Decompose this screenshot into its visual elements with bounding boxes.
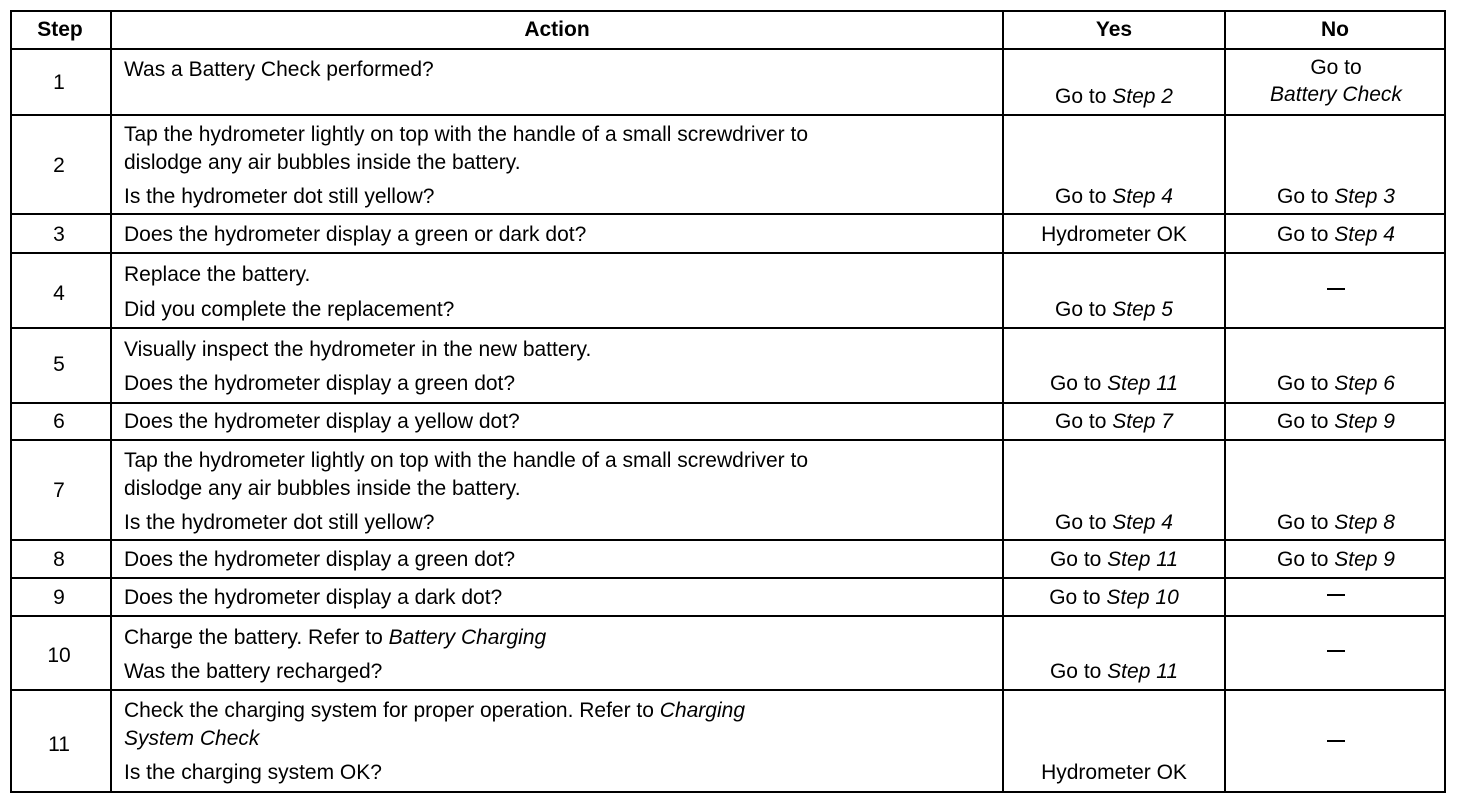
no-dash <box>1327 288 1345 290</box>
column-divider <box>110 10 112 793</box>
yes-cell: Hydrometer OK <box>1041 223 1187 246</box>
table-border-right <box>1444 10 1446 793</box>
header-divider <box>10 48 1446 50</box>
row-divider <box>10 615 1446 617</box>
action-question: Was the battery recharged? <box>124 660 383 683</box>
action-text: Visually inspect the hydrometer in the new battery. <box>124 338 592 361</box>
header-step: Step <box>37 18 83 41</box>
column-divider <box>1224 10 1226 793</box>
row-divider <box>10 114 1446 116</box>
no-cell: Go to Step 6 <box>1277 372 1395 395</box>
step-number: 7 <box>53 479 65 502</box>
action-text: Charge the battery. Refer to Battery Charging <box>124 626 547 649</box>
row-divider <box>10 327 1446 329</box>
no-dash <box>1327 650 1345 652</box>
reference-system-check: System Check <box>124 727 260 750</box>
step-number: 11 <box>48 733 70 756</box>
yes-cell: Go to Step 11 <box>1049 548 1179 571</box>
step-number: 1 <box>53 71 65 94</box>
no-cell: Go to Step 8 <box>1277 511 1395 534</box>
diagnostic-table <box>10 10 1446 793</box>
reference-battery-charging: Battery Charging <box>388 626 547 649</box>
table-border-bottom <box>10 791 1446 793</box>
step-number: 2 <box>53 154 65 177</box>
action-question: Is the hydrometer dot still yellow? <box>124 185 435 208</box>
row-divider <box>10 213 1446 215</box>
row-divider <box>10 539 1446 541</box>
row-divider <box>10 252 1446 254</box>
action-question: Is the hydrometer dot still yellow? <box>124 511 435 534</box>
yes-cell: Go to Step 7 <box>1055 410 1173 433</box>
yes-cell: Hydrometer OK <box>1041 761 1187 784</box>
no-cell-line2: Battery Check <box>1270 83 1402 106</box>
step-number: 5 <box>53 353 65 376</box>
no-cell: Go to Step 3 <box>1277 185 1395 208</box>
yes-cell: Go to Step 4 <box>1055 511 1173 534</box>
yes-cell: Go to Step 10 <box>1049 586 1179 609</box>
step-number: 9 <box>53 586 65 609</box>
yes-cell: Go to Step 4 <box>1055 185 1173 208</box>
reference-charging: Charging <box>659 699 746 722</box>
action-text: Was a Battery Check performed? <box>124 58 434 81</box>
yes-cell: Go to Step 11 <box>1049 660 1179 683</box>
no-cell: Go to Step 9 <box>1277 410 1395 433</box>
table-border-left <box>10 10 12 793</box>
action-text: dislodge any air bubbles inside the battery. <box>124 477 521 500</box>
action-question: Did you complete the replacement? <box>124 298 455 321</box>
step-number: 4 <box>53 282 65 305</box>
action-question: Is the charging system OK? <box>124 761 382 784</box>
no-dash <box>1327 740 1345 742</box>
yes-cell: Go to Step 11 <box>1049 372 1179 395</box>
action-text: Tap the hydrometer lightly on top with the handle of a small screwdriver to <box>124 123 809 146</box>
header-yes: Yes <box>1095 18 1133 41</box>
no-cell-line1: Go to <box>1310 56 1362 79</box>
action-question: Does the hydrometer display a dark dot? <box>124 586 503 609</box>
action-text: dislodge any air bubbles inside the battery. <box>124 151 521 174</box>
header-no: No <box>1321 18 1349 41</box>
step-number: 8 <box>53 548 65 571</box>
step-number: 3 <box>53 223 65 246</box>
action-question: Does the hydrometer display a yellow dot? <box>124 410 520 433</box>
row-divider <box>10 402 1446 404</box>
table-border-top <box>10 10 1446 12</box>
header-action: Action <box>524 18 590 41</box>
action-text: Tap the hydrometer lightly on top with the handle of a small screwdriver to <box>124 449 809 472</box>
no-cell: Go to Step 9 <box>1277 548 1395 571</box>
action-text: Replace the battery. <box>124 263 311 286</box>
no-cell: Go to Step 4 <box>1277 223 1395 246</box>
row-divider <box>10 577 1446 579</box>
action-text: Check the charging system for proper operation. Refer to Charging <box>124 699 746 722</box>
step-number: 6 <box>53 410 65 433</box>
action-question: Does the hydrometer display a green dot? <box>124 372 516 395</box>
no-dash <box>1327 594 1345 596</box>
row-divider <box>10 439 1446 441</box>
action-question: Does the hydrometer display a green or dark dot? <box>124 223 587 246</box>
yes-cell: Go to Step 5 <box>1055 298 1173 321</box>
yes-cell: Go to Step 2 <box>1055 85 1173 108</box>
step-number: 10 <box>47 644 71 667</box>
action-question: Does the hydrometer display a green dot? <box>124 548 516 571</box>
row-divider <box>10 689 1446 691</box>
